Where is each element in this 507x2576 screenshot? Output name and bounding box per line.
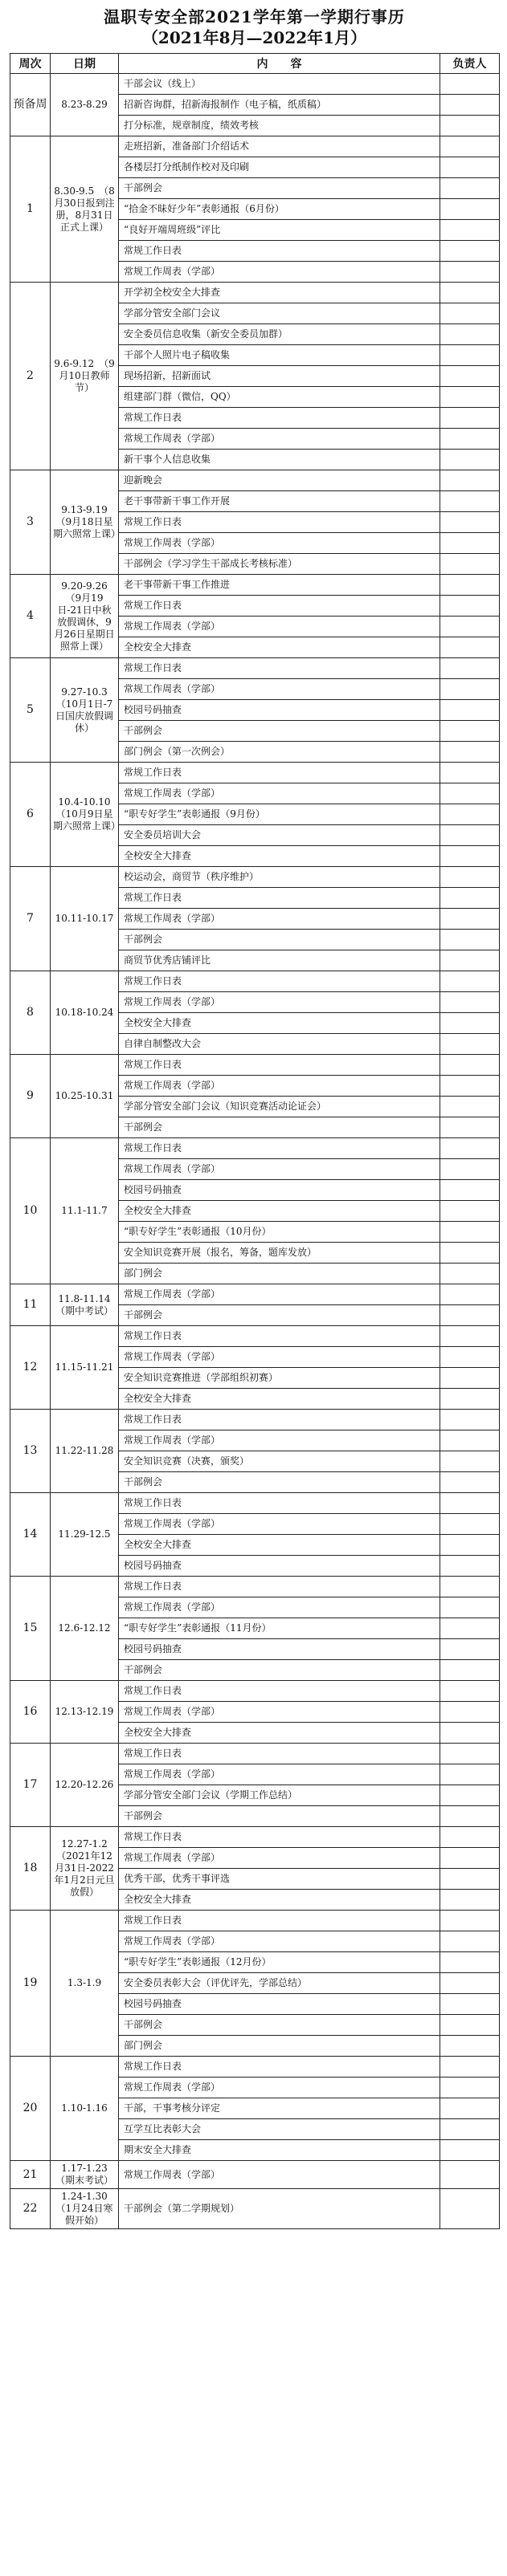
owner-cell [440,700,500,721]
owner-cell [440,303,500,324]
content-cell: 组建部门群（微信，QQ） [119,387,440,408]
table-row [10,1055,500,1076]
owner-cell [440,1681,500,1702]
content-cell: 常规工作周表（学部） [119,617,440,637]
content-cell: 安全委员信息收集（新安全委员加群） [119,324,440,345]
content-cell: 常规工作日表 [119,1681,440,1702]
content-cell: 常规工作周表（学部） [119,992,440,1013]
table-row [10,1138,500,1159]
owner-cell [440,178,500,199]
date-cell: 12.13-12.19 [51,1681,119,1744]
table-row [10,2057,500,2077]
week-cell: 10 [10,1138,51,1284]
content-cell: 干部例会（学习学生干部成长考核标准） [119,554,440,575]
owner-cell [440,1869,500,1890]
owner-cell [440,617,500,637]
content-cell: 走班招新，准备部门介绍话术 [119,136,440,157]
date-cell: 11.8-11.14 （期中考试） [51,1284,119,1326]
owner-cell [440,1138,500,1159]
owner-cell [440,1201,500,1222]
content-cell: 干部例会 [119,930,440,950]
date-cell: 10.11-10.17 [51,867,119,971]
content-cell: 常规工作日表 [119,971,440,992]
date-cell: 11.15-11.21 [51,1326,119,1410]
date-cell: 9.6-9.12 （9月10日教师节） [51,283,119,470]
table-row [10,2161,500,2189]
owner-cell [440,1264,500,1284]
table-row [10,575,500,596]
owner-cell [440,783,500,804]
content-cell: “拾金不昧好少年”表彰通报（6月份） [119,199,440,220]
owner-cell [440,930,500,950]
owner-cell [440,1952,500,1973]
header-content: 内 容 [119,54,440,74]
owner-cell [440,1535,500,1556]
content-cell: 常规工作日表 [119,763,440,783]
content-cell: 常规工作日表 [119,1326,440,1347]
content-cell: 常规工作周表（学部） [119,1430,440,1451]
content-cell: 常规工作周表（学部） [119,1764,440,1785]
week-cell: 14 [10,1493,51,1577]
content-cell: 常规工作周表（学部） [119,2077,440,2098]
owner-cell [440,1013,500,1034]
owner-cell [440,596,500,617]
date-cell: 1.10-1.16 [51,2057,119,2161]
owner-cell [440,1556,500,1577]
week-cell: 6 [10,763,51,867]
owner-cell [440,1243,500,1264]
owner-cell [440,1702,500,1723]
date-cell: 9.13-9.19 （9月18日星期六照常上课） [51,470,119,575]
owner-cell [440,157,500,178]
content-cell: 常规工作日表 [119,1827,440,1848]
owner-cell [440,804,500,825]
table-row [10,1744,500,1764]
content-cell: 常规工作周表（学部） [119,1702,440,1723]
owner-cell [440,1055,500,1076]
owner-cell [440,1723,500,1744]
owner-cell [440,1305,500,1326]
owner-cell [440,1097,500,1117]
table-row [10,283,500,303]
owner-cell [440,1994,500,2015]
content-cell: 常规工作周表（学部） [119,909,440,930]
week-cell: 22 [10,2189,51,2229]
owner-cell [440,199,500,220]
content-cell: 干部例会 [119,1472,440,1493]
content-cell: 常规工作周表（学部） [119,1848,440,1869]
content-cell: 常规工作周表（学部） [119,1597,440,1618]
owner-cell [440,1430,500,1451]
owner-cell [440,533,500,554]
owner-cell [440,262,500,283]
owner-cell [440,470,500,491]
table-row [10,1493,500,1514]
owner-cell [440,512,500,533]
content-cell: 干部会议（线上） [119,74,440,95]
content-cell: 常规工作日表 [119,596,440,617]
owner-cell [440,637,500,658]
table-row [10,867,500,888]
owner-cell [440,1618,500,1639]
content-cell: 安全知识竞赛开展（报名，筹备，题库发放） [119,1243,440,1264]
owner-cell [440,95,500,116]
table-row [10,1326,500,1347]
content-cell: 各楼层打分纸制作校对及印刷 [119,157,440,178]
content-cell: 干部个人照片电子稿收集 [119,345,440,366]
content-cell: 安全知识竞赛推进（学部组织初赛） [119,1368,440,1389]
week-cell: 21 [10,2161,51,2189]
owner-cell [440,1284,500,1305]
content-cell: 全校安全大排查 [119,1201,440,1222]
date-cell: 12.20-12.26 [51,1744,119,1827]
owner-cell [440,992,500,1013]
content-cell: 部门例会（第一次例会） [119,742,440,763]
week-cell: 18 [10,1827,51,1911]
owner-cell [440,1034,500,1055]
owner-cell [440,971,500,992]
week-cell: 17 [10,1744,51,1827]
owner-cell [440,1180,500,1201]
content-cell: 常规工作日表 [119,1577,440,1597]
content-cell: “职专好学生”表彰通报（10月份） [119,1222,440,1243]
date-cell: 8.30-9.5 （8月30日报到注册，8月31日正式上课） [51,136,119,283]
owner-cell [440,1410,500,1430]
content-cell: 干部例会 [119,1660,440,1681]
owner-cell [440,324,500,345]
owner-cell [440,575,500,596]
owner-cell [440,909,500,930]
owner-cell [440,1472,500,1493]
owner-cell [440,867,500,888]
content-cell: 常规工作周表（学部） [119,429,440,450]
owner-cell [440,1577,500,1597]
content-cell: 常规工作日表 [119,1410,440,1430]
owner-cell [440,1368,500,1389]
table-row [10,470,500,491]
owner-cell [440,1806,500,1827]
owner-cell [440,116,500,136]
content-cell: 学部分管安全部门会议（知识竞赛活动论证会） [119,1097,440,1117]
page-title: 温职专安全部2021学年第一学期行事历 [104,7,405,26]
content-cell: 干部例会 [119,1305,440,1326]
table-row [10,74,500,95]
content-cell: 全校安全大排查 [119,1723,440,1744]
week-cell: 2 [10,283,51,470]
week-cell: 8 [10,971,51,1055]
date-cell: 9.27-10.3 （10月1日-7日国庆放假调休） [51,658,119,763]
content-cell: 安全委员表彰大会（评优评先，学部总结） [119,1973,440,1994]
date-cell: 11.29-12.5 [51,1493,119,1577]
owner-cell [440,1890,500,1911]
date-cell: 1.24-1.30 （1月24日寒假开始） [51,2189,119,2229]
content-cell: 学部分管安全部门会议（学期工作总结） [119,1785,440,1806]
owner-cell [440,1785,500,1806]
date-cell: 10.4-10.10 （10月9日星期六照常上课） [51,763,119,867]
content-cell: 常规工作周表（学部） [119,1284,440,1305]
table-row [10,971,500,992]
owner-cell [440,658,500,679]
content-cell: 部门例会 [119,1264,440,1284]
content-cell: 全校安全大排查 [119,1013,440,1034]
page-subtitle: （2021年8月—2022年1月） [141,28,367,47]
owner-cell [440,241,500,262]
header-owner: 负责人 [440,54,500,74]
owner-cell [440,1764,500,1785]
content-cell: 迎新晚会 [119,470,440,491]
table-row [10,1827,500,1848]
week-cell: 1 [10,136,51,283]
content-cell: 校园号码抽查 [119,1994,440,2015]
date-cell: 11.1-11.7 [51,1138,119,1284]
owner-cell [440,1389,500,1410]
table-header-row [10,54,500,74]
content-cell: “职专好学生”表彰通报（11月份） [119,1618,440,1639]
content-cell: 安全知识竞赛（决赛，颁奖） [119,1451,440,1472]
owner-cell [440,1326,500,1347]
content-cell: 干部例会 [119,721,440,742]
owner-cell [440,1744,500,1764]
header-date: 日期 [51,54,119,74]
owner-cell [440,1222,500,1243]
owner-cell [440,408,500,429]
week-cell: 9 [10,1055,51,1138]
owner-cell [440,2140,500,2161]
content-cell: 常规工作周表（学部） [119,679,440,700]
owner-cell [440,2077,500,2098]
content-cell: 全校安全大排查 [119,637,440,658]
owner-cell [440,387,500,408]
owner-cell [440,742,500,763]
owner-cell [440,1076,500,1097]
owner-cell [440,283,500,303]
content-cell: 常规工作日表 [119,408,440,429]
content-cell: 现场招新，招新面试 [119,366,440,387]
content-cell: 老干事带新干事工作开展 [119,491,440,512]
date-cell: 1.17-1.23 （期末考试） [51,2161,119,2189]
content-cell: 常规工作日表 [119,512,440,533]
owner-cell [440,2036,500,2057]
content-cell: 常规工作日表 [119,658,440,679]
owner-cell [440,1514,500,1535]
content-cell: 校园号码抽查 [119,1180,440,1201]
content-cell: 校园号码抽查 [119,700,440,721]
content-cell: 部门例会 [119,2036,440,2057]
owner-cell [440,2161,500,2189]
owner-cell [440,366,500,387]
content-cell: 常规工作周表（学部） [119,2161,440,2189]
week-cell: 4 [10,575,51,658]
table-row [10,1681,500,1702]
header-week: 周次 [10,54,51,74]
content-cell: 常规工作日表 [119,2057,440,2077]
content-cell: 招新咨询群，招新海报制作（电子稿，纸质稿） [119,95,440,116]
content-cell: 校运动会，商贸节（秩序维护） [119,867,440,888]
content-cell: 优秀干部，优秀干事评选 [119,1869,440,1890]
table-row [10,2189,500,2229]
week-cell: 预备周 [10,74,51,136]
content-cell: 新干事个人信息收集 [119,450,440,470]
table-row [10,1284,500,1305]
week-cell: 16 [10,1681,51,1744]
date-cell: 12.27-1.2 （2021年12月31日-2022年1月2日元旦放假） [51,1827,119,1911]
owner-cell [440,1911,500,1931]
owner-cell [440,450,500,470]
owner-cell [440,1493,500,1514]
week-cell: 3 [10,470,51,575]
owner-cell [440,1827,500,1848]
table-row [10,1911,500,1931]
content-cell: 全校安全大排查 [119,1890,440,1911]
owner-cell [440,950,500,971]
content-cell: 常规工作周表（学部） [119,1076,440,1097]
content-cell: 校园号码抽查 [119,1639,440,1660]
owner-cell [440,763,500,783]
week-cell: 5 [10,658,51,763]
table-row [10,136,500,157]
date-cell: 8.23-8.29 [51,74,119,136]
date-cell: 1.3-1.9 [51,1911,119,2057]
week-cell: 11 [10,1284,51,1326]
owner-cell [440,679,500,700]
owner-cell [440,1451,500,1472]
date-cell: 11.22-11.28 [51,1410,119,1493]
table-row [10,1410,500,1430]
content-cell: 干部，干事考核分评定 [119,2098,440,2119]
owner-cell [440,1931,500,1952]
content-cell: 常规工作日表 [119,1055,440,1076]
table-row [10,658,500,679]
content-cell: 全校安全大排查 [119,846,440,867]
content-cell: 常规工作日表 [119,1138,440,1159]
owner-cell [440,1848,500,1869]
owner-cell [440,825,500,846]
content-cell: 学部分管安全部门会议 [119,303,440,324]
content-cell: 常规工作周表（学部） [119,533,440,554]
content-cell: 常规工作日表 [119,241,440,262]
owner-cell [440,888,500,909]
owner-cell [440,136,500,157]
owner-cell [440,554,500,575]
owner-cell [440,220,500,241]
owner-cell [440,74,500,95]
content-cell: 常规工作周表（学部） [119,1159,440,1180]
week-cell: 20 [10,2057,51,2161]
owner-cell [440,1639,500,1660]
content-cell: 干部例会 [119,178,440,199]
table-row [10,763,500,783]
content-cell: 干部例会 [119,1806,440,1827]
owner-cell [440,846,500,867]
content-cell: 常规工作日表 [119,1493,440,1514]
content-cell: 常规工作周表（学部） [119,1931,440,1952]
date-cell: 10.18-10.24 [51,971,119,1055]
content-cell: “职专好学生”表彰通报（12月份） [119,1952,440,1973]
week-cell: 15 [10,1577,51,1681]
owner-cell [440,1117,500,1138]
date-cell: 9.20-9.26 （9月19日-21日中秋放假调休，9月26日星期日照常上课） [51,575,119,658]
content-cell: “职专好学生”表彰通报（9月份） [119,804,440,825]
owner-cell [440,1597,500,1618]
owner-cell [440,429,500,450]
owner-cell [440,1347,500,1368]
content-cell: 常规工作周表（学部） [119,1347,440,1368]
content-cell: 干部例会 [119,1117,440,1138]
owner-cell [440,2189,500,2229]
content-cell: 互学互比表彰大会 [119,2119,440,2140]
owner-cell [440,721,500,742]
schedule-body [10,74,500,2229]
content-cell: 自律自制整改大会 [119,1034,440,1055]
week-cell: 7 [10,867,51,971]
owner-cell [440,2057,500,2077]
content-cell: 常规工作日表 [119,888,440,909]
content-cell: 商贸节优秀店铺评比 [119,950,440,971]
owner-cell [440,1973,500,1994]
content-cell: “良好开端周班级”评比 [119,220,440,241]
owner-cell [440,2098,500,2119]
content-cell: 老干事带新干事工作推进 [119,575,440,596]
week-cell: 12 [10,1326,51,1410]
content-cell: 常规工作周表（学部） [119,783,440,804]
content-cell: 干部例会 [119,2015,440,2036]
content-cell: 全校安全大排查 [119,1535,440,1556]
content-cell: 校园号码抽查 [119,1556,440,1577]
table-row [10,1577,500,1597]
week-cell: 13 [10,1410,51,1493]
owner-cell [440,2015,500,2036]
content-cell: 常规工作周表（学部） [119,1514,440,1535]
schedule-table [10,53,500,2229]
date-cell: 10.25-10.31 [51,1055,119,1138]
content-cell: 常规工作日表 [119,1744,440,1764]
owner-cell [440,1159,500,1180]
content-cell: 期末安全大排查 [119,2140,440,2161]
owner-cell [440,491,500,512]
content-cell: 干部例会（第二学期规划） [119,2189,440,2229]
owner-cell [440,1660,500,1681]
date-cell: 12.6-12.12 [51,1577,119,1681]
week-cell: 19 [10,1911,51,2057]
content-cell: 开学初全校安全大排查 [119,283,440,303]
content-cell: 打分标准，规章制度，绩效考核 [119,116,440,136]
owner-cell [440,2119,500,2140]
content-cell: 全校安全大排查 [119,1389,440,1410]
content-cell: 常规工作周表（学部） [119,262,440,283]
content-cell: 常规工作日表 [119,1911,440,1931]
content-cell: 安全委员培训大会 [119,825,440,846]
owner-cell [440,345,500,366]
